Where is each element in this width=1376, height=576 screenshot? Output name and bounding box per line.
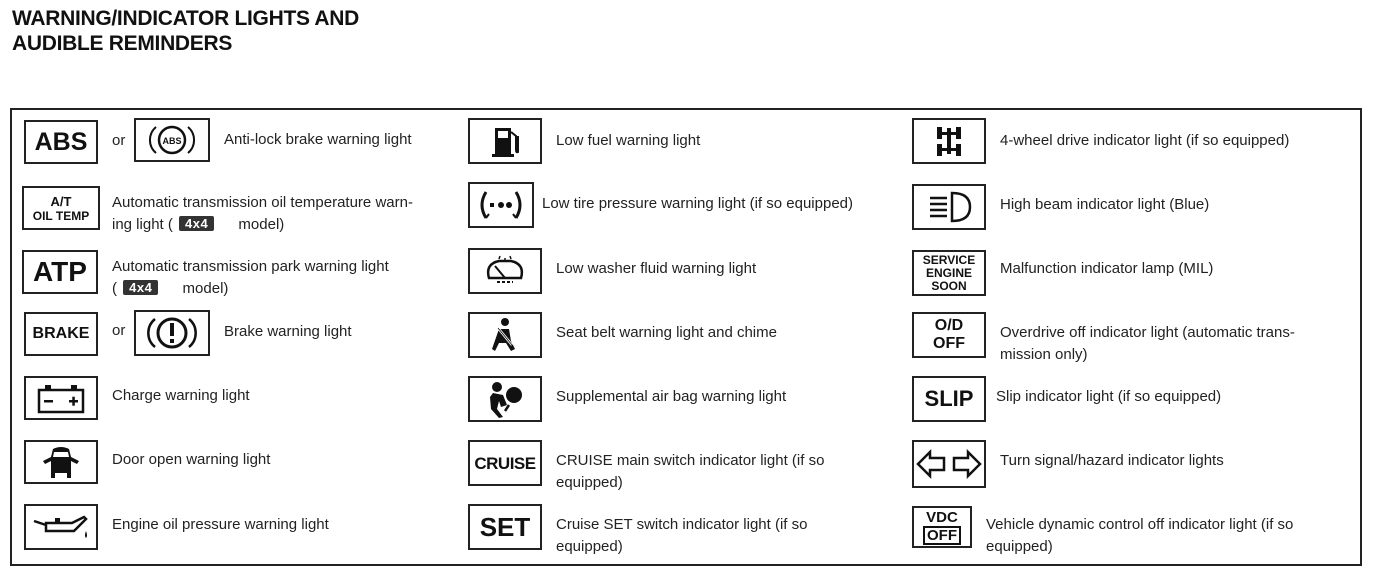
atp-desc-line2: [112, 278, 389, 300]
washer-description: Low washer fluid warning light: [556, 260, 757, 277]
brake-text-icon: [24, 312, 98, 356]
seatbelt-description: Seat belt warning light and chime: [556, 324, 777, 341]
cruise-text-icon: [468, 440, 542, 486]
slip-description: Slip indicator light (if so equipped): [996, 388, 1222, 405]
atp-icon-label: ATP: [33, 256, 87, 287]
fourwd-description: 4-wheel drive indicator light (if so equipped): [1000, 132, 1290, 149]
set-desc-line1: Cruise SET switch indicator light (if so: [556, 516, 808, 533]
atp-desc-line1: Automatic transmission park warning light: [112, 258, 389, 275]
at-oil-temp-icon-line2: OIL TEMP: [32, 208, 90, 223]
vdc-desc-line1: Vehicle dynamic control off indicator light (if so: [986, 516, 1294, 533]
turn-description: Turn signal/hazard indicator lights: [1000, 452, 1224, 469]
air-bag-icon: [468, 376, 542, 422]
charge-description: Charge warning light: [112, 387, 250, 404]
page-title: [12, 6, 359, 56]
highbeam-description: High beam indicator light (Blue): [1000, 196, 1210, 213]
turn-signal-icon: [912, 440, 986, 488]
od-off-desc-line1: Overdrive off indicator light (automatic trans-: [1000, 324, 1295, 341]
or-label-abs: or: [112, 132, 126, 149]
vdc-off-icon: [912, 506, 972, 548]
four-by-four-badge: 4x4: [123, 280, 158, 295]
slip-icon-label: SLIP: [924, 386, 974, 411]
high-beam-icon: [912, 184, 986, 230]
cruise-icon-label: CRUISE: [474, 453, 536, 473]
svg-text:ABS: ABS: [162, 136, 182, 146]
vdc-icon-line1: VDC: [926, 508, 958, 526]
door-description: Door open warning light: [112, 451, 271, 468]
seat-belt-icon: [468, 312, 542, 358]
fuel-description: Low fuel warning light: [556, 132, 701, 149]
abs-text-icon: [24, 120, 98, 164]
at-oil-temp-desc-pre: ing light (: [112, 216, 173, 233]
four-wheel-drive-icon: [912, 118, 986, 164]
set-icon-label: SET: [479, 512, 531, 542]
oil-can-icon: [24, 504, 98, 550]
brake-icon-label: BRAKE: [32, 325, 90, 342]
oil-description: Engine oil pressure warning light: [112, 516, 329, 533]
mil-icon-line3: SOON: [931, 279, 967, 293]
at-oil-temp-description: [112, 192, 413, 236]
fuel-pump-icon: [468, 118, 542, 164]
od-off-desc-line2: mission only): [1000, 346, 1088, 363]
atp-desc-post: model): [182, 280, 229, 297]
od-off-description: [1000, 322, 1295, 366]
set-desc-line2: equipped): [556, 538, 623, 555]
vdc-desc-line2: equipped): [986, 538, 1053, 555]
at-oil-temp-desc-line1: Automatic transmission oil temperature warn-: [112, 194, 413, 211]
slip-text-icon: [912, 376, 986, 422]
set-description: [556, 514, 807, 558]
abs-circle-icon: [134, 118, 210, 162]
overdrive-off-icon: [912, 312, 986, 358]
mil-description: Malfunction indicator lamp (MIL): [1000, 260, 1214, 277]
four-by-four-badge: 4x4: [179, 216, 214, 231]
abs-description: Anti-lock brake warning light: [224, 131, 412, 148]
service-engine-soon-icon: [912, 250, 986, 296]
vdc-description: [986, 514, 1293, 558]
od-icon-line2: OFF: [933, 335, 965, 352]
tire-description: Low tire pressure warning light (if so equipped): [542, 195, 853, 212]
cruise-description: [556, 450, 824, 494]
set-text-icon: [468, 504, 542, 550]
door-open-icon: [24, 440, 98, 484]
brake-description: Brake warning light: [224, 323, 352, 340]
brake-circle-icon: [134, 310, 210, 356]
at-oil-temp-icon-line1: A/T: [50, 193, 72, 209]
atp-description: [112, 256, 389, 300]
battery-icon: [24, 376, 98, 420]
abs-icon-label: ABS: [34, 127, 88, 156]
washer-fluid-icon: [468, 248, 542, 294]
atp-desc-pre: (: [112, 280, 117, 297]
atp-text-icon: [22, 250, 98, 294]
vdc-icon-line2: OFF: [923, 526, 961, 545]
title-line-2: AUDIBLE REMINDERS: [12, 32, 233, 55]
cruise-desc-line2: equipped): [556, 474, 623, 491]
at-oil-temp-desc-line2: [112, 214, 413, 236]
at-oil-temp-icon: [22, 186, 100, 230]
od-icon-line1: O/D: [934, 317, 964, 334]
mil-icon-line2: ENGINE: [925, 266, 972, 280]
at-oil-temp-desc-post: model): [238, 216, 285, 233]
mil-icon-line1: SERVICE: [922, 253, 976, 267]
tire-pressure-icon: [468, 182, 534, 228]
or-label-brake: or: [112, 322, 126, 339]
cruise-desc-line1: CRUISE main switch indicator light (if so: [556, 452, 825, 469]
title-line-1: WARNING/INDICATOR LIGHTS AND: [12, 7, 360, 30]
airbag-description: Supplemental air bag warning light: [556, 388, 787, 405]
